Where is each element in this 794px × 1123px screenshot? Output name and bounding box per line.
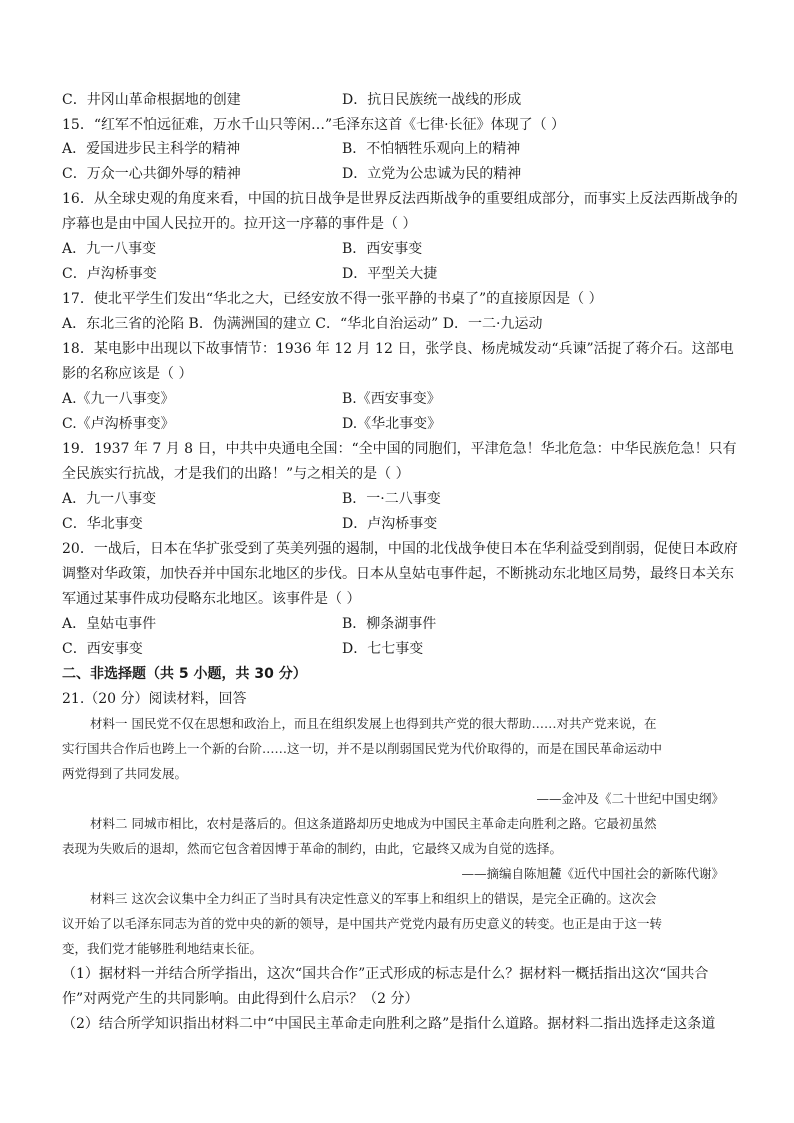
q15-option-d: D．立党为公忠诚为民的精神 (342, 166, 522, 182)
section-heading: 二、非选择题（共 5 小题，共 30 分） (62, 666, 307, 682)
material1-source: ——金冲及《二十世纪中国史纲》 (536, 791, 724, 806)
material1-line3: 两党得到了共同发展。 (62, 766, 188, 781)
q21-sub1-line2: 作”对两党产生的共同影响。由此得到什么启示？（2 分） (62, 991, 419, 1007)
q15-stem: 15．“红军不怕远征难，万水千山只等闲…”毛泽东这首《七律·长征》体现了（ ） (62, 117, 566, 133)
material2-line1: 材料二 同城市相比，农村是落后的。但这条道路却历史地成为中国民主革命走向胜利之路。它最初虽然 (90, 816, 657, 831)
q18-option-b: B.《西安事变》 (342, 391, 441, 407)
q19-stem-line1: 19．1937 年 7 月 8 日，中共中央通电全国：“全中国的同胞们，平津危急！华北危急：中华民族危急！只有 (62, 441, 737, 457)
q18-option-a: A.《九一八事变》 (62, 391, 175, 407)
q21-stem: 21.（20 分）阅读材料，回答 (62, 691, 247, 707)
q15-option-a: A．爱国进步民主科学的精神 (62, 141, 241, 157)
q17-stem: 17．使北平学生们发出“华北之大，已经安放不得一张平静的书桌了”的直接原因是（ ） (62, 291, 603, 307)
q20-stem-line2: 调整对华政策，加快吞并中国东北地区的步伐。日本从皇姑屯事件起，不断挑动东北地区局势，最终日本关东 (62, 566, 734, 582)
material3-line2: 议开始了以毛泽东同志为首的党中央的新的领导，是中国共产党党内最有历史意义的转变。也正是由于这一转 (62, 916, 663, 931)
q18-option-d: D.《华北事变》 (342, 416, 442, 432)
material1-line2: 实行国共合作后也跨上一个新的台阶……这一切，并不是以削弱国民党为代价取得的，而是在国民革命运动中 (62, 741, 663, 756)
material2-source: ——摘编自陈旭麓《近代中国社会的新陈代谢》 (461, 866, 724, 881)
q21-sub1-line1: （1）据材料一并结合所学指出，这次“国共合作”正式形成的标志是什么？据材料一概括指出这次“国共合 (62, 966, 709, 982)
q20-option-b: B．柳条湖事件 (342, 616, 437, 632)
q17-options: A．东北三省的沦陷 B．伪满洲国的建立 C．“华北自治运动” D．一二·九运动 (62, 316, 543, 332)
q20-option-a: A．皇姑屯事件 (62, 616, 157, 632)
q20-option-d: D．七七事变 (342, 641, 424, 657)
q14-option-c: C．井冈山革命根据地的创建 (62, 92, 241, 108)
q16-stem-line1: 16．从全球史观的角度来看，中国的抗日战争是世界反法西斯战争的重要组成部分，而事实上反法西斯战争的 (62, 191, 738, 207)
q16-option-a: A．九一八事变 (62, 241, 157, 257)
q20-stem-line1: 20．一战后，日本在华扩张受到了英美列强的遏制，中国的北伐战争使日本在华利益受到削弱，促使日本政府 (62, 541, 738, 557)
q19-option-b: B．一·二八事变 (342, 491, 441, 507)
q21-sub2-line1: （2）结合所学知识指出材料二中“中国民主革命走向胜利之路”是指什么道路。据材料二指出选择走这条道 (62, 1016, 716, 1032)
q19-option-c: C．华北事变 (62, 516, 143, 532)
q18-stem-line1: 18．某电影中出现以下故事情节：1936 年 12 月 12 日，张学良、杨虎城发动“兵谏”活捉了蒋介石。这部电 (62, 341, 734, 357)
q18-option-c: C.《卢沟桥事变》 (62, 416, 175, 432)
q18-stem-line2: 影的名称应该是（ ） (62, 366, 193, 382)
q16-stem-line2: 序幕也是由中国人民拉开的。拉开这一序幕的事件是（ ） (62, 216, 417, 232)
material1-line1: 材料一 国民党不仅在思想和政治上，而且在组织发展上也得到共产党的很大帮助……对共产党来说，在 (90, 716, 657, 731)
q19-stem-line2: 全民族实行抗战，才是我们的出路！”与之相关的是（ ） (62, 466, 410, 482)
material3-line1: 材料三 这次会议集中全力纠正了当时具有决定性意义的军事上和组织上的错误，是完全正确的。这次会 (90, 891, 657, 906)
q20-stem-line3: 军通过某事件成功侵略东北地区。该事件是（ ） (62, 591, 361, 607)
q16-option-b: B．西安事变 (342, 241, 423, 257)
q19-option-d: D．卢沟桥事变 (342, 516, 438, 532)
material3-line3: 变，我们党才能够胜利地结束长征。 (62, 941, 263, 956)
material2-line2: 表现为失败后的退却，然而它包含着因博于革命的制约，由此，它最终又成为自觉的选择。 (62, 841, 563, 856)
q19-option-a: A．九一八事变 (62, 491, 157, 507)
q16-option-d: D．平型关大捷 (342, 266, 438, 282)
q15-option-c: C．万众一心共御外辱的精神 (62, 166, 241, 182)
q15-option-b: B．不怕牺牲乐观向上的精神 (342, 141, 521, 157)
q20-option-c: C．西安事变 (62, 641, 143, 657)
q16-option-c: C．卢沟桥事变 (62, 266, 157, 282)
q14-option-d: D．抗日民族统一战线的形成 (342, 92, 522, 108)
